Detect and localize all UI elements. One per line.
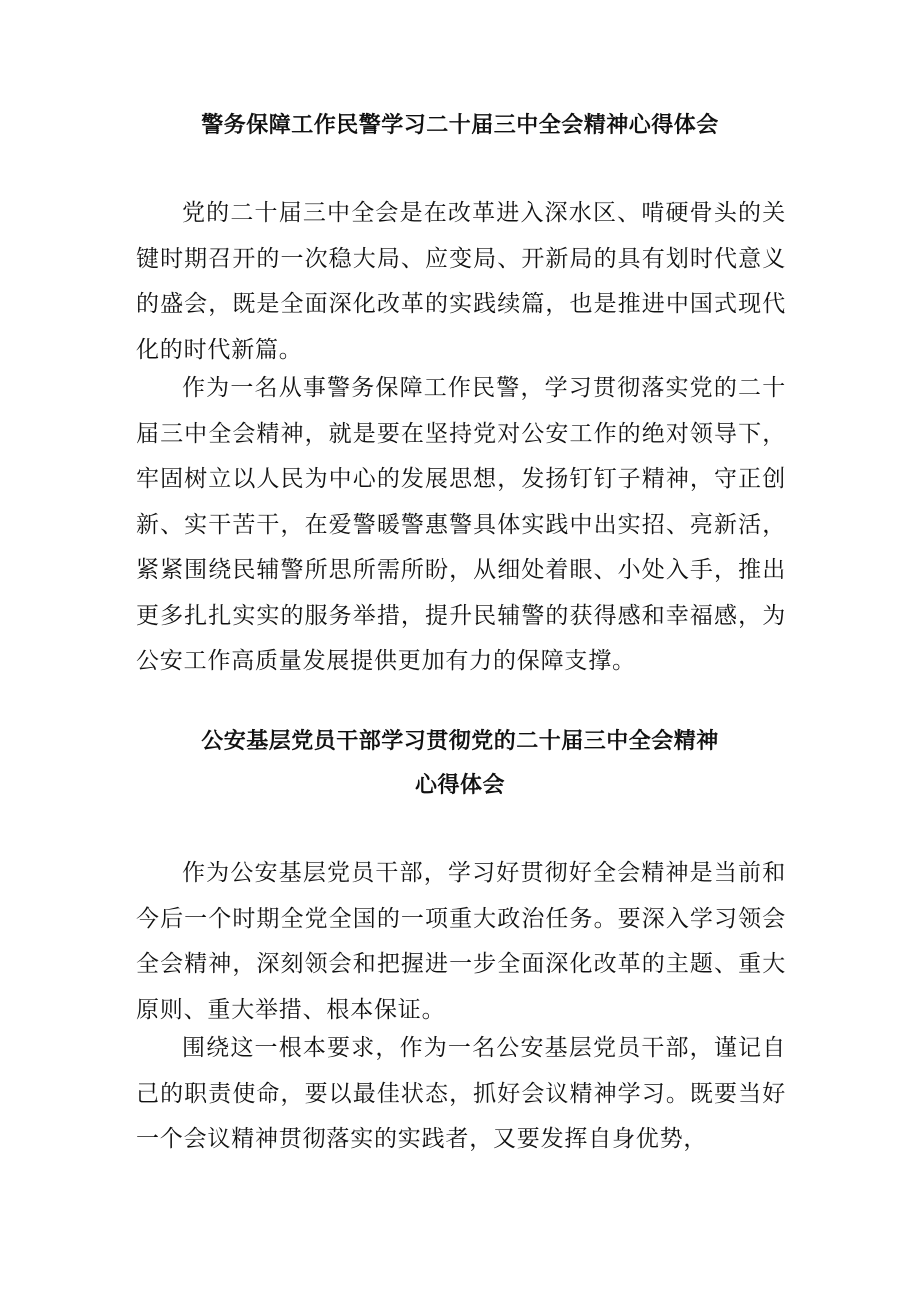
section2-paragraph-2: 围绕这一根本要求，作为一名公安基层党员干部，谨记自己的职责使命，要以最佳状态，抓好会议精神学习。既要当好一个会议精神贯彻落实的实践者，又要发挥自身优势， (136, 1035, 786, 1152)
section2-title (120, 720, 800, 808)
section2-title-line-2: 心得体会 (414, 773, 505, 798)
section2-title-line-1: 公安基层党员干部学习贯彻党的二十届三中全会精神 (201, 729, 719, 754)
section1-paragraph-2: 作为一名从事警务保障工作民警，学习贯彻落实党的二十届三中全会精神，就是要在坚持党对公安工作的绝对领导下，牢固树立以人民为中心的发展思想，发扬钉钉子精神，守正创新、实干苦干，在爱警暖警惠警具体实践中出实招、亮新活，紧紧围绕民辅警所思所需所盼，从细处着眼、小处入手，推出更多扎扎实实的服务举措，提升民辅警的获得感和幸福感，为公安工作高质量发展提供更加有力的保障支撑。 (136, 375, 786, 674)
section2-paragraph-1: 作为公安基层党员干部，学习好贯彻好全会精神是当前和今后一个时期全党全国的一项重大政治任务。要深入学习领会全会精神，深刻领会和把握进一步全面深化改革的主题、重大原则、重大举措、根本保证。 (136, 860, 786, 1023)
section1-paragraph-1: 党的二十届三中全会是在改革进入深水区、啃硬骨头的关键时期召开的一次稳大局、应变局、开新局的具有划时代意义的盛会，既是全面深化改革的实践续篇，也是推进中国式现代化的时代新篇。 (136, 200, 786, 363)
section1-title: 警务保障工作民警学习二十届三中全会精神心得体会 (201, 113, 719, 138)
